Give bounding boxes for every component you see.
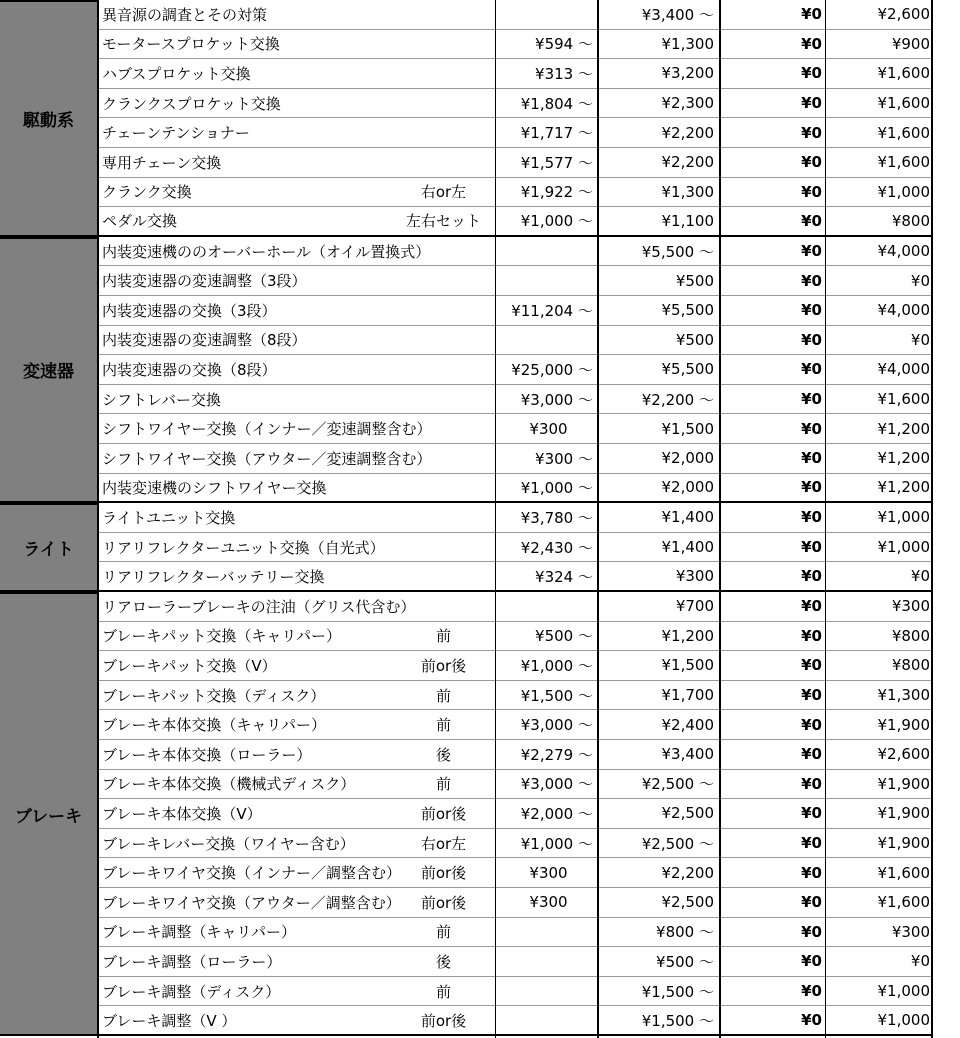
parts-price-cell: ¥2,430 ～ <box>520 538 593 557</box>
service-name-cell: 異音源の調査とその対策 <box>102 5 268 24</box>
table-row <box>98 651 932 681</box>
member-price-cell: ¥0 <box>910 330 930 349</box>
service-name-cell: ブレーキ本体交換（V） <box>102 804 262 823</box>
labor-price-cell: ¥2,000 <box>661 478 714 497</box>
position-cell <box>398 89 493 118</box>
member-price-cell: ¥1,300 <box>877 686 930 705</box>
labor-price-cell: ¥2,500 <box>661 893 714 912</box>
category-label: 駆動系 <box>0 0 97 237</box>
labor-price-cell: ¥2,500 <box>661 804 714 823</box>
table-row <box>98 740 932 770</box>
position-cell: 左右セット <box>405 212 481 231</box>
service-name-cell: リアローラーブレーキの注油（グリス代含む） <box>102 597 416 616</box>
position-cell <box>398 503 493 532</box>
service-name-cell: ペダル交換 <box>102 212 178 231</box>
table-row <box>98 296 932 326</box>
table-row <box>98 474 932 504</box>
parts-price-cell: ¥1,717 ～ <box>520 124 593 143</box>
member-price-cell: ¥0 <box>910 567 930 586</box>
parts-price-cell: ¥2,000 ～ <box>520 804 593 823</box>
table-row <box>98 977 932 1007</box>
plan-price-cell: ¥0 <box>801 64 822 83</box>
table-row <box>98 918 932 948</box>
plan-price-cell: ¥0 <box>801 715 822 734</box>
position-cell <box>398 266 493 295</box>
plan-price-cell: ¥0 <box>801 863 822 882</box>
position-cell: 前or後 <box>420 656 467 675</box>
table-row <box>98 266 932 296</box>
position-cell: 前 <box>435 923 451 942</box>
parts-price-cell: ¥300 <box>529 893 568 912</box>
labor-price-cell: ¥1,700 <box>661 686 714 705</box>
position-cell <box>398 296 493 325</box>
position-cell: 後 <box>435 952 451 971</box>
labor-price-cell: ¥5,500 ～ <box>641 242 714 261</box>
member-price-cell: ¥1,000 <box>877 538 930 557</box>
parts-price-cell <box>494 237 597 266</box>
parts-price-cell: ¥3,000 ～ <box>520 716 593 735</box>
member-price-cell: ¥1,200 <box>877 478 930 497</box>
table-row <box>98 799 932 829</box>
column-divider <box>825 0 826 1038</box>
position-cell: 前or後 <box>420 893 467 912</box>
table-row <box>98 89 932 119</box>
table-row <box>98 59 932 89</box>
service-name-cell: リアリフレクターバッテリー交換 <box>102 567 325 586</box>
labor-price-cell: ¥1,400 <box>661 538 714 557</box>
service-name-cell: シフトワイヤー交換（インナー／変速調整含む） <box>102 420 432 439</box>
table-row <box>98 237 932 267</box>
table-row <box>98 533 932 563</box>
table-row <box>98 1006 932 1036</box>
labor-price-cell: ¥500 <box>675 271 714 290</box>
plan-price-cell: ¥0 <box>801 34 822 53</box>
member-price-cell: ¥800 <box>891 211 930 230</box>
plan-price-cell: ¥0 <box>801 360 822 379</box>
plan-price-cell: ¥0 <box>801 242 822 261</box>
labor-price-cell: ¥1,500 ～ <box>641 982 714 1001</box>
position-cell <box>398 59 493 88</box>
member-price-cell: ¥1,200 <box>877 419 930 438</box>
table-row <box>98 503 932 533</box>
parts-price-cell: ¥1,000 ～ <box>520 834 593 853</box>
position-cell: 前 <box>435 627 451 646</box>
labor-price-cell: ¥3,200 <box>661 64 714 83</box>
parts-price-cell: ¥1,500 ～ <box>520 686 593 705</box>
table-row <box>98 770 932 800</box>
plan-price-cell: ¥0 <box>801 656 822 675</box>
position-cell <box>398 237 493 266</box>
position-cell <box>398 148 493 177</box>
labor-price-cell: ¥1,200 <box>661 626 714 645</box>
labor-price-cell: ¥3,400 ～ <box>641 5 714 24</box>
table-row <box>98 207 932 237</box>
labor-price-cell: ¥2,200 <box>661 863 714 882</box>
parts-price-cell: ¥25,000 ～ <box>511 360 593 379</box>
labor-price-cell: ¥1,500 <box>661 419 714 438</box>
table-row <box>98 592 932 622</box>
member-price-cell: ¥1,900 <box>877 804 930 823</box>
plan-price-cell: ¥0 <box>801 982 822 1001</box>
service-name-cell: シフトワイヤー交換（アウター／変速調整含む） <box>102 449 432 468</box>
member-price-cell: ¥1,900 <box>877 715 930 734</box>
position-cell <box>398 562 493 590</box>
service-name-cell: ブレーキ調整（ディスク） <box>102 982 281 1001</box>
parts-price-cell <box>494 947 597 976</box>
category-label: ライト <box>0 503 97 592</box>
position-cell: 前 <box>435 716 451 735</box>
parts-price-cell: ¥1,000 ～ <box>520 478 593 497</box>
plan-price-cell: ¥0 <box>801 834 822 853</box>
plan-price-cell: ¥0 <box>801 893 822 912</box>
service-name-cell: ブレーキ調整（V ） <box>102 1011 237 1030</box>
member-price-cell: ¥2,600 <box>877 745 930 764</box>
table-row <box>98 385 932 415</box>
category-label: ブレーキ <box>0 592 97 1036</box>
service-name-cell: モータースプロケット交換 <box>102 35 280 54</box>
member-price-cell: ¥300 <box>891 597 930 616</box>
member-price-cell: ¥1,000 <box>877 182 930 201</box>
parts-price-cell: ¥3,780 ～ <box>520 508 593 527</box>
position-cell <box>398 30 493 59</box>
service-name-cell: シフトレバー交換 <box>102 390 221 409</box>
position-cell: 後 <box>435 745 451 764</box>
parts-price-cell: ¥594 ～ <box>535 35 593 54</box>
member-price-cell: ¥1,600 <box>877 64 930 83</box>
service-name-cell: 内装変速器の交換（3段） <box>102 301 277 320</box>
position-cell <box>398 533 493 562</box>
position-cell <box>398 118 493 147</box>
member-price-cell: ¥0 <box>910 271 930 290</box>
column-divider <box>597 0 599 1038</box>
labor-price-cell: ¥500 <box>675 330 714 349</box>
plan-price-cell: ¥0 <box>801 94 822 113</box>
position-cell <box>398 355 493 384</box>
plan-price-cell: ¥0 <box>801 774 822 793</box>
member-price-cell: ¥1,000 <box>877 1011 930 1030</box>
service-name-cell: ブレーキ調整（ローラー） <box>102 952 282 971</box>
member-price-cell: ¥1,900 <box>877 834 930 853</box>
parts-price-cell <box>494 1006 597 1034</box>
position-cell <box>398 0 493 29</box>
table-row <box>98 858 932 888</box>
category-label: 変速器 <box>0 237 97 503</box>
member-price-cell: ¥300 <box>891 922 930 941</box>
position-cell <box>398 385 493 414</box>
member-price-cell: ¥900 <box>891 34 930 53</box>
position-cell <box>398 326 493 355</box>
service-name-cell: ブレーキパット交換（V） <box>102 656 277 675</box>
plan-price-cell: ¥0 <box>801 952 822 971</box>
parts-price-cell: ¥300 <box>529 863 568 882</box>
position-cell <box>398 592 493 621</box>
position-cell <box>398 444 493 473</box>
labor-price-cell: ¥2,200 <box>661 153 714 172</box>
table-row <box>98 355 932 385</box>
table-row <box>98 888 932 918</box>
member-price-cell: ¥4,000 <box>877 242 930 261</box>
plan-price-cell: ¥0 <box>801 538 822 557</box>
labor-price-cell: ¥1,400 <box>661 508 714 527</box>
service-name-cell: ハブスプロケット交換 <box>102 64 251 83</box>
table-row <box>98 829 932 859</box>
parts-price-cell: ¥300 <box>529 419 568 438</box>
labor-price-cell: ¥3,400 <box>661 745 714 764</box>
column-divider <box>931 0 933 1038</box>
plan-price-cell: ¥0 <box>801 804 822 823</box>
service-name-cell: クランク交換 <box>102 183 192 202</box>
labor-price-cell: ¥300 <box>675 567 714 586</box>
service-name-cell: 専用チェーン交換 <box>102 153 222 172</box>
plan-price-cell: ¥0 <box>801 922 822 941</box>
service-name-cell: ブレーキパット交換（キャリパー） <box>102 627 341 646</box>
table-row <box>98 148 932 178</box>
member-price-cell: ¥2,600 <box>877 5 930 24</box>
member-price-cell: ¥0 <box>910 952 930 971</box>
parts-price-cell: ¥300 ～ <box>535 449 593 468</box>
column-divider <box>495 0 496 1038</box>
parts-price-cell: ¥11,204 ～ <box>511 301 593 320</box>
service-name-cell: ライトユニット交換 <box>102 508 236 527</box>
position-cell: 前or後 <box>420 804 467 823</box>
labor-price-cell: ¥2,000 <box>661 449 714 468</box>
table-row <box>98 562 932 592</box>
plan-price-cell: ¥0 <box>801 123 822 142</box>
plan-price-cell: ¥0 <box>801 330 822 349</box>
table-row <box>98 681 932 711</box>
service-name-cell: 内装変速器の変速調整（8段） <box>102 331 307 350</box>
position-cell: 前or後 <box>420 1011 467 1030</box>
position-cell <box>398 414 493 443</box>
member-price-cell: ¥1,900 <box>877 774 930 793</box>
column-divider <box>97 0 99 1038</box>
position-cell: 前 <box>435 982 451 1001</box>
member-price-cell: ¥800 <box>891 626 930 645</box>
member-price-cell: ¥1,600 <box>877 153 930 172</box>
position-cell: 前or後 <box>420 864 467 883</box>
labor-price-cell: ¥5,500 <box>661 301 714 320</box>
parts-price-cell: ¥324 ～ <box>535 567 593 586</box>
member-price-cell: ¥1,000 <box>877 508 930 527</box>
service-name-cell: ブレーキレバー交換（ワイヤー含む） <box>102 834 355 853</box>
table-row <box>98 30 932 60</box>
labor-price-cell: ¥2,200 <box>661 123 714 142</box>
plan-price-cell: ¥0 <box>801 597 822 616</box>
service-name-cell: チェーンテンショナー <box>102 124 250 143</box>
labor-price-cell: ¥1,300 <box>661 182 714 201</box>
service-name-cell: ブレーキワイヤ交換（アウター／調整含む） <box>102 893 401 912</box>
service-name-cell: 内装変速機ののオーバーホール（オイル置換式） <box>102 242 431 261</box>
parts-price-cell <box>494 266 597 295</box>
table-row <box>98 326 932 356</box>
table-row <box>98 0 932 30</box>
plan-price-cell: ¥0 <box>801 478 822 497</box>
member-price-cell: ¥1,600 <box>877 123 930 142</box>
table-row <box>98 414 932 444</box>
parts-price-cell: ¥3,000 ～ <box>520 390 593 409</box>
position-cell: 右or左 <box>420 183 467 202</box>
member-price-cell: ¥1,600 <box>877 893 930 912</box>
labor-price-cell: ¥800 ～ <box>656 923 714 942</box>
member-price-cell: ¥1,600 <box>877 390 930 409</box>
member-price-cell: ¥4,000 <box>877 360 930 379</box>
parts-price-cell: ¥2,279 ～ <box>520 745 593 764</box>
labor-price-cell: ¥700 <box>675 597 714 616</box>
member-price-cell: ¥1,200 <box>877 449 930 468</box>
parts-price-cell: ¥3,000 ～ <box>520 775 593 794</box>
parts-price-cell: ¥500 ～ <box>535 627 593 646</box>
plan-price-cell: ¥0 <box>801 271 822 290</box>
plan-price-cell: ¥0 <box>801 626 822 645</box>
plan-price-cell: ¥0 <box>801 745 822 764</box>
parts-price-cell <box>494 326 597 355</box>
plan-price-cell: ¥0 <box>801 153 822 172</box>
plan-price-cell: ¥0 <box>801 419 822 438</box>
service-name-cell: ブレーキ本体交換（ローラー） <box>102 745 312 764</box>
parts-price-cell <box>494 918 597 947</box>
service-name-cell: 内装変速機のシフトワイヤー交換 <box>102 478 327 497</box>
plan-price-cell: ¥0 <box>801 182 822 201</box>
parts-price-cell <box>494 0 597 29</box>
member-price-cell: ¥1,600 <box>877 863 930 882</box>
plan-price-cell: ¥0 <box>801 508 822 527</box>
member-price-cell: ¥4,000 <box>877 301 930 320</box>
service-name-cell: ブレーキパット交換（ディスク） <box>102 686 326 705</box>
plan-price-cell: ¥0 <box>801 686 822 705</box>
plan-price-cell: ¥0 <box>801 301 822 320</box>
plan-price-cell: ¥0 <box>801 211 822 230</box>
column-divider <box>719 0 721 1038</box>
service-name-cell: 内装変速器の交換（8段） <box>102 360 277 379</box>
plan-price-cell: ¥0 <box>801 567 822 586</box>
position-cell: 右or左 <box>420 834 467 853</box>
labor-price-cell: ¥1,500 <box>661 656 714 675</box>
position-cell: 前 <box>435 686 451 705</box>
parts-price-cell: ¥1,922 ～ <box>520 183 593 202</box>
table-row <box>98 178 932 208</box>
labor-price-cell: ¥2,400 <box>661 715 714 734</box>
plan-price-cell: ¥0 <box>801 449 822 468</box>
position-cell: 前 <box>435 775 451 794</box>
plan-price-cell: ¥0 <box>801 390 822 409</box>
parts-price-cell: ¥313 ～ <box>535 64 593 83</box>
member-price-cell: ¥1,000 <box>877 982 930 1001</box>
table-row <box>98 710 932 740</box>
plan-price-cell: ¥0 <box>801 5 822 24</box>
parts-price-cell: ¥1,000 ～ <box>520 212 593 231</box>
position-cell <box>398 474 493 502</box>
parts-price-cell: ¥1,577 ～ <box>520 153 593 172</box>
table-row <box>98 444 932 474</box>
labor-price-cell: ¥2,200 ～ <box>641 390 714 409</box>
parts-price-cell: ¥1,804 ～ <box>520 94 593 113</box>
parts-price-cell <box>494 977 597 1006</box>
plan-price-cell: ¥0 <box>801 1011 822 1030</box>
member-price-cell: ¥800 <box>891 656 930 675</box>
table-row <box>98 622 932 652</box>
labor-price-cell: ¥5,500 <box>661 360 714 379</box>
service-name-cell: 内装変速器の変速調整（3段） <box>102 272 307 291</box>
labor-price-cell: ¥1,300 <box>661 34 714 53</box>
table-row <box>98 118 932 148</box>
service-name-cell: ブレーキ本体交換（機械式ディスク） <box>102 775 356 794</box>
parts-price-cell: ¥1,000 ～ <box>520 656 593 675</box>
labor-price-cell: ¥2,500 ～ <box>641 834 714 853</box>
labor-price-cell: ¥2,300 <box>661 94 714 113</box>
service-name-cell: ブレーキワイヤ交換（インナー／調整含む） <box>102 864 401 883</box>
table-row <box>98 947 932 977</box>
labor-price-cell: ¥2,500 ～ <box>641 775 714 794</box>
service-name-cell: クランクスプロケット交換 <box>102 94 281 113</box>
labor-price-cell: ¥1,100 <box>661 211 714 230</box>
member-price-cell: ¥1,600 <box>877 94 930 113</box>
labor-price-cell: ¥500 ～ <box>656 952 714 971</box>
service-name-cell: ブレーキ本体交換（キャリパー） <box>102 716 326 735</box>
service-name-cell: ブレーキ調整（キャリパー） <box>102 923 296 942</box>
service-name-cell: リアリフレクターユニット交換（自光式） <box>102 538 385 557</box>
parts-price-cell <box>494 592 597 621</box>
labor-price-cell: ¥1,500 ～ <box>641 1011 714 1030</box>
